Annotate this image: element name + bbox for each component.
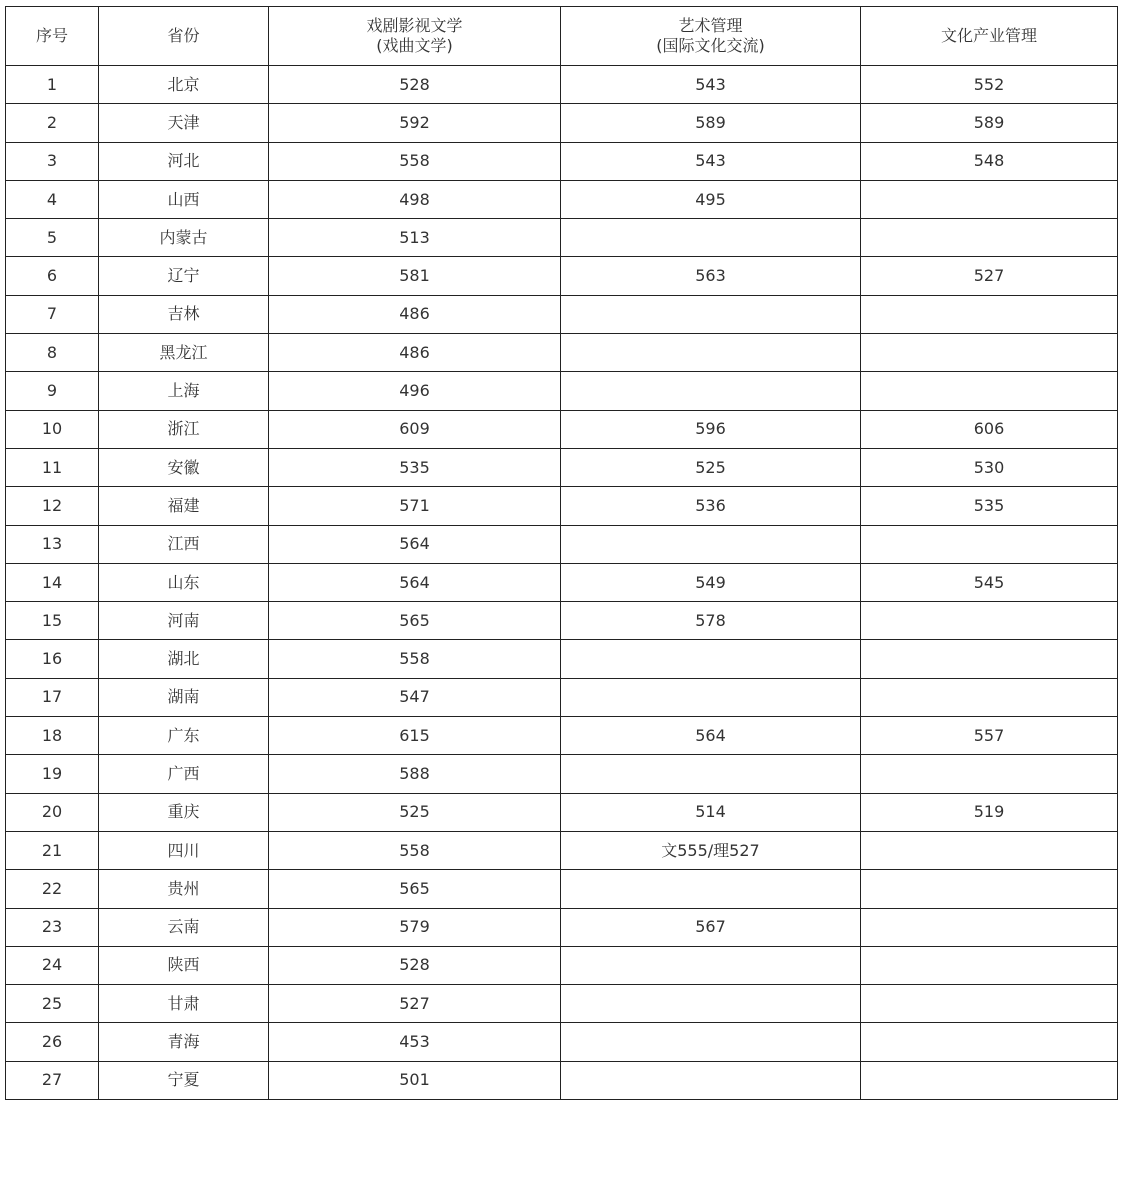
cell-drama-score: 501 (269, 1061, 561, 1099)
cell-province: 甘肃 (99, 985, 269, 1023)
cell-index: 15 (6, 602, 99, 640)
header-art-management (561, 7, 861, 66)
header-index: 序号 (6, 7, 99, 66)
cell-index: 6 (6, 257, 99, 295)
cell-culture-score: 527 (861, 257, 1118, 295)
cell-art-score (561, 946, 861, 984)
cell-drama-score: 579 (269, 908, 561, 946)
cell-index: 23 (6, 908, 99, 946)
cell-index: 24 (6, 946, 99, 984)
cell-province: 上海 (99, 372, 269, 410)
cell-index: 2 (6, 104, 99, 142)
cell-province: 河北 (99, 142, 269, 180)
cell-index: 9 (6, 372, 99, 410)
table-row (6, 295, 1118, 333)
cell-province: 北京 (99, 66, 269, 104)
cell-culture-score (861, 870, 1118, 908)
cell-art-score (561, 525, 861, 563)
table-row (6, 525, 1118, 563)
cell-drama-score: 453 (269, 1023, 561, 1061)
cell-art-score: 567 (561, 908, 861, 946)
cell-index: 25 (6, 985, 99, 1023)
cell-culture-score: 530 (861, 448, 1118, 486)
cell-province: 黑龙江 (99, 334, 269, 372)
header-culture-line1: 文化产业管理 (940, 26, 1037, 45)
cell-culture-score: 535 (861, 487, 1118, 525)
table-row (6, 870, 1118, 908)
cell-art-score: 589 (561, 104, 861, 142)
cell-drama-score: 564 (269, 525, 561, 563)
cell-index: 20 (6, 793, 99, 831)
cell-province: 陕西 (99, 946, 269, 984)
cell-index: 8 (6, 334, 99, 372)
cell-art-score: 文555/理527 (561, 831, 861, 869)
cell-drama-score: 547 (269, 678, 561, 716)
cell-art-score: 543 (561, 66, 861, 104)
cell-culture-score (861, 985, 1118, 1023)
table-row (6, 487, 1118, 525)
cell-drama-score: 527 (269, 985, 561, 1023)
cell-culture-score: 545 (861, 563, 1118, 601)
cell-index: 1 (6, 66, 99, 104)
cell-province: 天津 (99, 104, 269, 142)
cell-index: 19 (6, 755, 99, 793)
table-header-row (6, 7, 1118, 66)
cell-index: 17 (6, 678, 99, 716)
table-row (6, 793, 1118, 831)
cell-province: 云南 (99, 908, 269, 946)
score-table (5, 6, 1118, 1100)
cell-culture-score (861, 946, 1118, 984)
table-row (6, 717, 1118, 755)
cell-index: 12 (6, 487, 99, 525)
cell-drama-score: 588 (269, 755, 561, 793)
header-art-line1: 艺术管理 (678, 16, 743, 35)
table-row (6, 1023, 1118, 1061)
cell-art-score: 578 (561, 602, 861, 640)
table-row (6, 755, 1118, 793)
table-row (6, 908, 1118, 946)
cell-art-score (561, 295, 861, 333)
cell-culture-score (861, 678, 1118, 716)
cell-province: 安徽 (99, 448, 269, 486)
cell-province: 湖南 (99, 678, 269, 716)
table-row (6, 946, 1118, 984)
cell-province: 浙江 (99, 410, 269, 448)
cell-index: 7 (6, 295, 99, 333)
table-row (6, 334, 1118, 372)
cell-drama-score: 571 (269, 487, 561, 525)
cell-index: 18 (6, 717, 99, 755)
cell-culture-score (861, 372, 1118, 410)
cell-province: 四川 (99, 831, 269, 869)
cell-province: 内蒙古 (99, 219, 269, 257)
cell-drama-score: 615 (269, 717, 561, 755)
header-province: 省份 (99, 7, 269, 66)
header-drama-film-literature (269, 7, 561, 66)
cell-province: 福建 (99, 487, 269, 525)
cell-culture-score (861, 295, 1118, 333)
cell-index: 22 (6, 870, 99, 908)
cell-culture-score: 589 (861, 104, 1118, 142)
cell-drama-score: 486 (269, 334, 561, 372)
table-row (6, 142, 1118, 180)
cell-culture-score: 606 (861, 410, 1118, 448)
cell-culture-score: 557 (861, 717, 1118, 755)
table-row (6, 602, 1118, 640)
cell-culture-score: 552 (861, 66, 1118, 104)
cell-drama-score: 486 (269, 295, 561, 333)
cell-art-score (561, 1023, 861, 1061)
table-row (6, 257, 1118, 295)
cell-index: 16 (6, 640, 99, 678)
table-row (6, 640, 1118, 678)
cell-province: 广西 (99, 755, 269, 793)
cell-province: 青海 (99, 1023, 269, 1061)
cell-province: 湖北 (99, 640, 269, 678)
cell-art-score: 543 (561, 142, 861, 180)
cell-art-score (561, 219, 861, 257)
table-body (6, 66, 1118, 1100)
cell-culture-score (861, 525, 1118, 563)
cell-art-score: 563 (561, 257, 861, 295)
cell-art-score: 514 (561, 793, 861, 831)
cell-province: 山西 (99, 180, 269, 218)
cell-culture-score (861, 219, 1118, 257)
cell-art-score (561, 678, 861, 716)
cell-province: 山东 (99, 563, 269, 601)
header-drama-line1: 戏剧影视文学 (366, 16, 463, 35)
cell-drama-score: 498 (269, 180, 561, 218)
cell-province: 广东 (99, 717, 269, 755)
cell-art-score: 596 (561, 410, 861, 448)
cell-drama-score: 565 (269, 870, 561, 908)
cell-drama-score: 496 (269, 372, 561, 410)
table-row (6, 219, 1118, 257)
cell-culture-score (861, 640, 1118, 678)
cell-culture-score (861, 908, 1118, 946)
cell-index: 26 (6, 1023, 99, 1061)
cell-art-score (561, 870, 861, 908)
cell-index: 3 (6, 142, 99, 180)
cell-province: 贵州 (99, 870, 269, 908)
cell-art-score (561, 372, 861, 410)
table-row (6, 831, 1118, 869)
cell-drama-score: 525 (269, 793, 561, 831)
cell-index: 13 (6, 525, 99, 563)
table-row (6, 66, 1118, 104)
cell-index: 11 (6, 448, 99, 486)
cell-drama-score: 564 (269, 563, 561, 601)
table-row (6, 180, 1118, 218)
cell-index: 14 (6, 563, 99, 601)
table-row (6, 985, 1118, 1023)
cell-drama-score: 609 (269, 410, 561, 448)
cell-index: 10 (6, 410, 99, 448)
cell-index: 4 (6, 180, 99, 218)
cell-art-score (561, 640, 861, 678)
table-row (6, 563, 1118, 601)
cell-drama-score: 565 (269, 602, 561, 640)
cell-art-score (561, 755, 861, 793)
cell-drama-score: 558 (269, 831, 561, 869)
header-cultural-industry-management (861, 7, 1118, 66)
cell-index: 27 (6, 1061, 99, 1099)
cell-drama-score: 592 (269, 104, 561, 142)
cell-index: 21 (6, 831, 99, 869)
cell-culture-score (861, 831, 1118, 869)
cell-drama-score: 528 (269, 946, 561, 984)
cell-art-score (561, 1061, 861, 1099)
header-art-line2: (国际文化交流) (656, 36, 765, 55)
cell-art-score: 525 (561, 448, 861, 486)
cell-culture-score (861, 180, 1118, 218)
cell-culture-score (861, 602, 1118, 640)
cell-province: 宁夏 (99, 1061, 269, 1099)
cell-culture-score (861, 334, 1118, 372)
cell-province: 重庆 (99, 793, 269, 831)
cell-drama-score: 558 (269, 142, 561, 180)
cell-drama-score: 528 (269, 66, 561, 104)
table-row (6, 678, 1118, 716)
cell-province: 辽宁 (99, 257, 269, 295)
cell-province: 吉林 (99, 295, 269, 333)
cell-culture-score: 519 (861, 793, 1118, 831)
cell-art-score: 564 (561, 717, 861, 755)
header-drama-line2: (戏曲文学) (376, 36, 453, 55)
cell-drama-score: 535 (269, 448, 561, 486)
cell-culture-score (861, 1061, 1118, 1099)
cell-index: 5 (6, 219, 99, 257)
table-row (6, 448, 1118, 486)
cell-culture-score: 548 (861, 142, 1118, 180)
cell-province: 河南 (99, 602, 269, 640)
cell-art-score: 495 (561, 180, 861, 218)
cell-art-score (561, 985, 861, 1023)
cell-culture-score (861, 1023, 1118, 1061)
table-row (6, 104, 1118, 142)
cell-drama-score: 513 (269, 219, 561, 257)
cell-art-score (561, 334, 861, 372)
cell-province: 江西 (99, 525, 269, 563)
table-row (6, 372, 1118, 410)
cell-drama-score: 581 (269, 257, 561, 295)
cell-art-score: 549 (561, 563, 861, 601)
table-row (6, 1061, 1118, 1099)
cell-drama-score: 558 (269, 640, 561, 678)
table-row (6, 410, 1118, 448)
cell-art-score: 536 (561, 487, 861, 525)
cell-culture-score (861, 755, 1118, 793)
